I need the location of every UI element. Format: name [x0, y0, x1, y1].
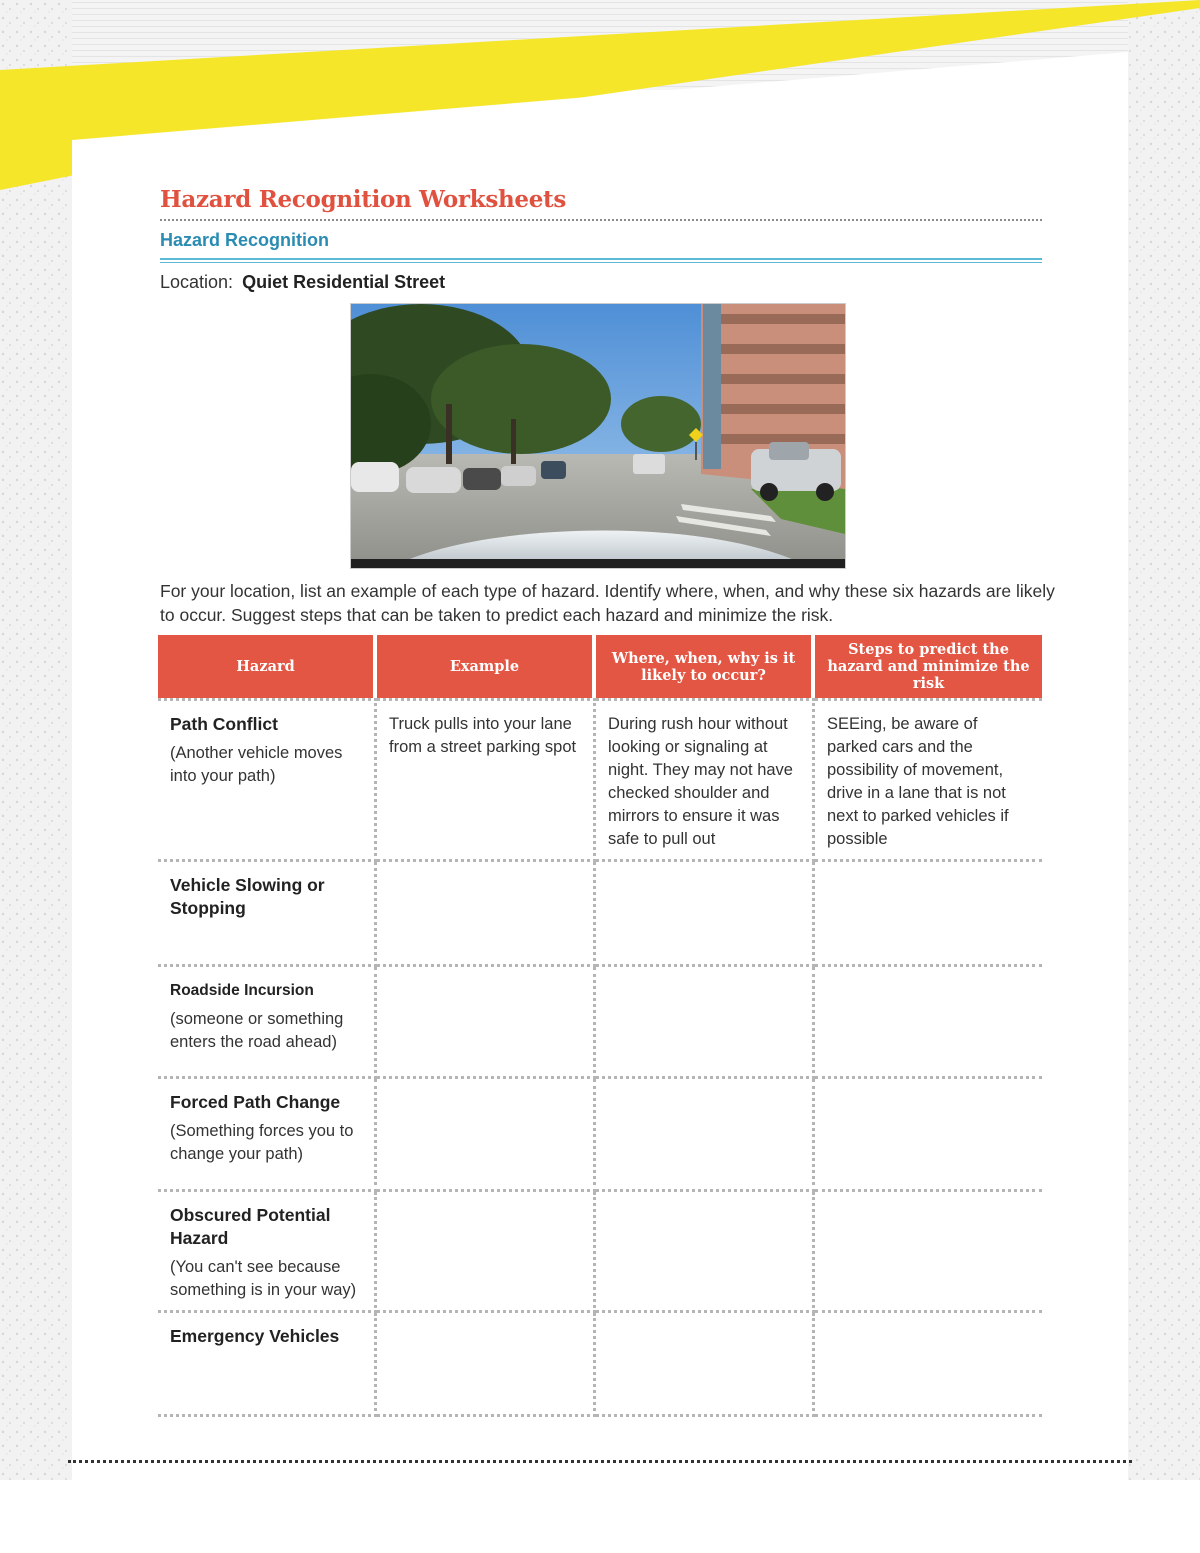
- steps-cell[interactable]: [815, 967, 1042, 1079]
- section-divider: [160, 258, 1042, 263]
- hazard-cell: [158, 862, 377, 967]
- steps-cell[interactable]: [815, 1079, 1042, 1192]
- where-cell[interactable]: [596, 862, 815, 967]
- table-row: [158, 967, 1042, 1079]
- hazard-cell: [158, 967, 377, 1079]
- section-title: Hazard Recognition: [160, 230, 330, 250]
- header-steps: Steps to predict the hazard and minimize the risk: [815, 635, 1042, 698]
- location-value: Quiet Residential Street: [242, 272, 446, 292]
- hazard-name: Emergency Vehicles: [170, 1326, 340, 1346]
- header-example: Example: [377, 635, 596, 698]
- table-row: [158, 1079, 1042, 1192]
- hazard-cell: [158, 698, 377, 862]
- steps-cell[interactable]: [815, 862, 1042, 967]
- steps-cell[interactable]: SEEing, be aware of parked cars and the possibility of movement, drive in a lane that is not next to parked vehicles if possible: [815, 698, 1042, 862]
- where-cell[interactable]: [596, 1192, 815, 1313]
- hazard-cell: [158, 1313, 377, 1417]
- table-row: [158, 1192, 1042, 1313]
- hazard-name: Obscured Potential Hazard: [170, 1205, 331, 1248]
- header-where: Where, when, why is it likely to occur?: [596, 635, 815, 698]
- example-cell[interactable]: [377, 1079, 596, 1192]
- location-line: [160, 272, 445, 293]
- hazard-table: [158, 635, 1042, 1417]
- hazard-description: (Something forces you to change your path): [170, 1122, 354, 1163]
- example-cell[interactable]: [377, 862, 596, 967]
- hazard-name: Path Conflict: [170, 714, 278, 734]
- hazard-description: (Another vehicle moves into your path): [170, 744, 343, 785]
- table-row: [158, 698, 1042, 862]
- footer-divider: [68, 1460, 1132, 1463]
- table-row: [158, 862, 1042, 967]
- location-label: Location:: [160, 272, 234, 292]
- header-hazard: Hazard: [158, 635, 377, 698]
- instructions-text: For your location, list an example of each type of hazard. Identify where, when, and why these six hazards are likely to occur. Suggest steps that can be taken to predict each hazard and minimize the risk.: [160, 581, 1055, 625]
- hazard-name: Forced Path Change: [170, 1092, 341, 1112]
- title-divider: [160, 219, 1042, 221]
- where-cell[interactable]: During rush hour without looking or signaling at night. They may not have checked shoulder and mirrors to ensure it was safe to pull out: [596, 698, 815, 862]
- example-cell[interactable]: Truck pulls into your lane from a street parking spot: [377, 698, 596, 862]
- hazard-description: (You can't see because something is in your way): [170, 1258, 357, 1299]
- street-scene-photo: [350, 303, 846, 569]
- hazard-description: (someone or something enters the road ahead): [170, 1010, 344, 1051]
- steps-cell[interactable]: [815, 1192, 1042, 1313]
- example-cell[interactable]: [377, 967, 596, 1079]
- where-cell[interactable]: [596, 1313, 815, 1417]
- table-header-row: [158, 635, 1042, 698]
- steps-cell[interactable]: [815, 1313, 1042, 1417]
- document-title: Hazard Recognition Worksheets: [160, 186, 567, 213]
- example-cell[interactable]: [377, 1313, 596, 1417]
- table-row: [158, 1313, 1042, 1417]
- where-cell[interactable]: [596, 967, 815, 1079]
- hazard-cell: [158, 1079, 377, 1192]
- example-cell[interactable]: [377, 1192, 596, 1313]
- hazard-cell: [158, 1192, 377, 1313]
- hazard-name: Roadside Incursion: [170, 982, 314, 999]
- where-cell[interactable]: [596, 1079, 815, 1192]
- hazard-name: Vehicle Slowing or Stopping: [170, 875, 325, 918]
